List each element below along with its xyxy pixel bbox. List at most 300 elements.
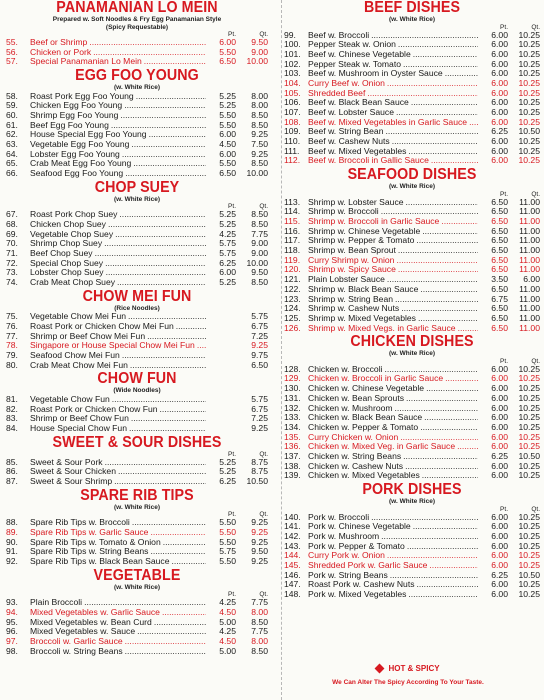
item-name: Spare Rib Tips w. Garlic Sauce (30, 527, 149, 537)
item-name: Spare Rib Tips w. Tomato & Onion (30, 537, 161, 547)
item-number: 131. (284, 392, 301, 403)
pint-price: 6.00 (478, 50, 508, 60)
menu-item (6, 312, 268, 322)
menu-item (284, 324, 540, 334)
item-name: Lobster Egg Foo Young (30, 149, 120, 159)
quart-price: 11.00 (519, 245, 540, 256)
pint-price: 5.25 (206, 92, 236, 102)
item-number: 106. (284, 97, 301, 108)
menu-item (6, 557, 268, 567)
menu-item (6, 405, 268, 415)
item-number: 124. (284, 303, 301, 314)
item-name: Roast Pork or Chicken Chow Fun (30, 404, 158, 414)
item-name-cell (30, 637, 206, 647)
pint-price: 5.50 (206, 557, 236, 567)
quart-price: 9.00 (251, 248, 268, 258)
item-name: Shrimp w. Bean Sprout (308, 246, 396, 256)
item-name-cell (30, 210, 206, 220)
item-name-cell (30, 395, 206, 405)
item-name-cell (30, 249, 206, 259)
item-name-cell (30, 259, 206, 269)
quart-price: 10.25 (518, 392, 540, 403)
item-number: 107. (284, 107, 301, 117)
item-number: 143. (284, 540, 301, 551)
item-number: 78. (6, 340, 18, 351)
item-number: 141. (284, 521, 301, 532)
pint-price: 6.50 (206, 57, 236, 67)
price-header-spacer (6, 591, 206, 598)
item-name-cell (30, 92, 206, 102)
item-name-cell (308, 580, 478, 590)
item-name-cell (30, 322, 206, 332)
item-number: 121. (284, 274, 301, 285)
item-name-cell (308, 513, 478, 523)
item-number: 70. (6, 238, 18, 249)
item-number: 72. (6, 257, 18, 268)
pint-header: Pt. (500, 23, 508, 31)
item-name: Chicken w. Cashew Nuts (308, 461, 404, 471)
item-name: Lobster Chop Suey (30, 268, 104, 278)
section-subtitle: (w. White Rice) (389, 498, 435, 505)
quart-price: 7.75 (251, 626, 268, 637)
pint-price: 5.50 (206, 538, 236, 548)
quart-price: 10.25 (518, 431, 540, 442)
item-name: Shrimp w. Pepper & Tomato (308, 236, 415, 246)
quart-price: 8.50 (251, 616, 268, 627)
item-name-cell (308, 285, 478, 295)
item-name: Beef w. Chinese Vegetable (308, 49, 411, 59)
pint-price: 6.50 (478, 198, 508, 208)
section-chicken-dishes (284, 334, 540, 481)
quart-price: 10.00 (246, 257, 268, 268)
item-name-cell (308, 413, 478, 423)
pint-price: 6.00 (206, 130, 236, 140)
item-number: 84. (6, 422, 18, 433)
item-name: House Special Chow Fun (30, 423, 127, 433)
quart-price: 11.00 (519, 312, 540, 323)
item-name: Beef w. Broccoli (308, 30, 370, 40)
section-title: BEEF DISHES (363, 0, 461, 16)
section-egg-foo-young (6, 68, 268, 179)
item-name-cell (308, 551, 478, 561)
item-number: 88. (6, 517, 18, 528)
pint-price: 6.50 (478, 304, 508, 314)
item-number: 94. (6, 606, 18, 617)
hot-spicy-label: HOT & SPICY (388, 664, 440, 673)
pint-price: 6.00 (478, 590, 508, 600)
item-name-cell (308, 542, 478, 552)
section-subtitle: Prepared w. Soft Noodles & Fry Egg Panamanian Style (52, 16, 222, 23)
item-name-cell (30, 278, 206, 288)
item-name-cell (30, 159, 206, 169)
item-name: Special Panamanian Lo Mein (30, 57, 142, 67)
menu-item (6, 278, 268, 288)
item-name-cell (30, 477, 206, 487)
quart-price: 6.50 (251, 359, 268, 370)
quart-price: 9.25 (251, 148, 268, 159)
item-number: 68. (6, 218, 18, 229)
item-number: 123. (284, 293, 301, 304)
item-name-cell (308, 60, 478, 70)
item-number: 120. (284, 264, 301, 275)
item-number: 82. (6, 403, 18, 414)
item-number: 69. (6, 228, 18, 239)
item-name: Chicken w. Broccoli in Garlic Sauce (308, 374, 444, 384)
item-name-cell (308, 156, 478, 166)
item-name: Shrimp w. String Bean (308, 294, 394, 304)
pint-price: 6.50 (206, 169, 236, 179)
pint-price: 6.00 (206, 268, 236, 278)
quart-header: Qt. (259, 511, 268, 519)
pint-price: 6.00 (206, 38, 236, 48)
item-name: Mixed Vegetables w. Garlic Sauce (30, 607, 160, 617)
quart-price: 11.00 (519, 254, 540, 265)
item-name: Vegetable Chow Mei Fun (30, 312, 127, 322)
item-name-cell (308, 31, 478, 41)
section-subtitle: (w. White Rice) (114, 583, 160, 591)
menu-item (6, 395, 268, 405)
quart-price: 10.25 (518, 470, 540, 481)
pint-price: 6.00 (206, 150, 236, 160)
item-number: 87. (6, 476, 18, 486)
quart-price: 10.50 (518, 450, 540, 461)
item-name: Roast Pork w. Cashew Nuts (308, 580, 415, 590)
price-header-spacer (284, 24, 478, 31)
pint-header: Pt. (500, 190, 508, 198)
quart-price: 8.50 (251, 277, 268, 288)
item-name-cell (308, 207, 478, 217)
quart-price: 10.25 (518, 511, 540, 522)
pint-price: 5.25 (206, 467, 236, 477)
quart-price: 8.50 (251, 158, 268, 169)
item-name-cell (308, 147, 478, 157)
item-number: 126. (284, 322, 301, 333)
pint-price: 6.25 (478, 127, 508, 137)
item-number: 135. (284, 431, 301, 442)
item-number: 80. (6, 359, 18, 370)
item-name-cell (30, 405, 206, 415)
section-vegetable (6, 568, 268, 657)
quart-price: 11.00 (519, 283, 540, 294)
item-name-cell (30, 312, 206, 322)
item-number: 115. (284, 216, 301, 226)
section-chop-suey (6, 180, 268, 288)
quart-price: 10.25 (518, 136, 540, 147)
item-name-cell (30, 557, 206, 567)
item-name-cell (308, 89, 478, 99)
item-name: Pork w. Chinese Vegetable (308, 522, 411, 532)
item-number: 81. (6, 393, 18, 404)
item-name-cell (308, 304, 478, 314)
item-number: 110. (284, 136, 301, 147)
section-title: CHICKEN DISHES (350, 333, 474, 351)
item-name: Shrimp w. Mixed Vegs. in Garlic Sauce (308, 323, 456, 333)
item-name-cell (30, 130, 206, 140)
pint-price: 5.50 (206, 111, 236, 121)
pint-price: 5.25 (206, 220, 236, 230)
section-panamanian-lo-mein (6, 0, 268, 67)
quart-price: 11.00 (519, 322, 540, 333)
quart-price: 8.00 (251, 635, 268, 646)
quart-price: 7.75 (251, 597, 268, 608)
item-name: Sweet & Sour Shrimp (30, 477, 113, 486)
price-header-spacer (6, 451, 206, 458)
item-name-cell (30, 351, 206, 361)
item-name: Chicken w. String Beans (308, 451, 402, 461)
item-number: 58. (6, 90, 18, 101)
item-name-cell (308, 314, 478, 324)
item-name-cell (308, 118, 478, 128)
pint-header: Pt. (228, 31, 236, 38)
pint-price: 5.50 (206, 121, 236, 131)
quart-price: 10.25 (518, 39, 540, 50)
item-number: 148. (284, 589, 301, 599)
item-name-cell (308, 590, 478, 600)
item-name: Crab Meat Egg Foo Young (30, 159, 132, 169)
item-name: Pepper Steak w. Tomato (308, 59, 401, 69)
item-number: 73. (6, 267, 18, 278)
item-name-cell (308, 265, 478, 275)
section-title: PORK DISHES (362, 481, 462, 498)
quart-price: 10.25 (518, 412, 540, 423)
menu-item (6, 341, 268, 351)
pint-header: Pt. (228, 591, 236, 599)
item-name-cell (30, 528, 206, 538)
item-name-cell (308, 394, 478, 404)
pint-price: 6.00 (478, 462, 508, 472)
quart-price: 10.25 (518, 107, 540, 117)
item-name-cell (30, 38, 206, 48)
quart-price: 10.50 (246, 476, 268, 486)
item-number: 92. (6, 555, 18, 566)
item-name-cell (30, 361, 206, 371)
pint-price: 5.25 (206, 458, 236, 468)
item-name: Pepper Steak w. Onion (308, 40, 396, 50)
item-number: 113. (284, 196, 301, 207)
quart-price: 9.25 (251, 129, 268, 140)
item-name-cell (30, 332, 206, 342)
item-number: 77. (6, 330, 18, 341)
menu-item (284, 156, 540, 166)
item-name: Roast Pork Chop Suey (30, 210, 118, 220)
pint-price: 6.00 (478, 404, 508, 414)
pint-price: 4.50 (206, 608, 236, 618)
item-name: Beef w. Mixed Vegetables (308, 146, 407, 156)
item-name-cell (308, 442, 478, 452)
item-name: Sweet & Sour Pork (30, 457, 103, 467)
quart-price: 5.75 (251, 393, 268, 404)
menu-item (6, 169, 268, 179)
pint-price: 6.25 (478, 571, 508, 581)
item-name: House Special Egg Foo Young (30, 130, 147, 140)
quart-price: 9.00 (251, 46, 268, 57)
item-name: Shrimp Egg Foo Young (30, 110, 119, 120)
item-name: Crab Meat Chow Mei Fun (30, 360, 128, 370)
item-name: Beef w. Broccoli in Gallic Sauce (308, 156, 429, 166)
quart-price: 11.00 (519, 216, 540, 226)
item-name-cell (308, 471, 478, 481)
quart-header: Qt. (531, 357, 540, 365)
item-number: 91. (6, 546, 18, 557)
item-name-cell (308, 561, 478, 571)
item-number: 103. (284, 68, 301, 79)
quart-header: Qt. (531, 505, 540, 513)
pint-price: 5.25 (206, 101, 236, 111)
pint-header: Pt. (500, 505, 508, 513)
item-name: Pork w. String Beans (308, 570, 388, 580)
menu-item (6, 332, 268, 342)
item-name-cell (308, 532, 478, 542)
pint-price: 6.00 (478, 433, 508, 443)
quart-price: 10.25 (518, 589, 540, 599)
item-name-cell (308, 69, 478, 79)
item-number: 119. (284, 254, 301, 265)
item-number: 74. (6, 277, 18, 288)
item-name: Shrimp w. Lobster Sauce (308, 197, 404, 207)
item-name: Pork w. Mushroom (308, 531, 380, 541)
item-name: Special Chop Suey (30, 258, 104, 268)
quart-price: 9.25 (251, 526, 268, 537)
section-subtitle: (w. White Rice) (389, 16, 435, 23)
quart-price: 10.25 (518, 579, 540, 590)
quart-price: 11.00 (519, 206, 540, 217)
item-name-cell (308, 137, 478, 147)
item-name-cell (30, 618, 206, 628)
item-name: Chicken w. Mushroom (308, 403, 393, 413)
item-name: Curry Pork w. Onion (308, 551, 385, 561)
quart-price: 10.25 (518, 421, 540, 432)
item-name-cell (30, 518, 206, 528)
section-subtitle: (w. White Rice) (389, 183, 435, 191)
item-number: 138. (284, 460, 301, 471)
item-name: Chicken w. Bean Sprouts (308, 393, 405, 403)
item-name: Mixed Vegetables w. Bean Curd (30, 617, 152, 627)
item-name: Spare Rib Tips w. String Beans (30, 547, 149, 557)
item-name-cell (308, 246, 478, 256)
pint-price: 5.50 (206, 48, 236, 58)
item-name-cell (308, 374, 478, 384)
quart-price: 9.25 (251, 555, 268, 566)
item-number: 125. (284, 312, 301, 323)
pint-price: 6.50 (478, 207, 508, 217)
quart-price: 9.50 (251, 546, 268, 557)
quart-price: 8.50 (251, 109, 268, 120)
menu-item (6, 351, 268, 361)
menu-item (284, 471, 540, 481)
pint-price: 5.50 (206, 518, 236, 528)
item-number: 55. (6, 37, 18, 47)
pint-header: Pt. (228, 511, 236, 519)
item-number: 59. (6, 100, 18, 111)
pint-price: 6.25 (478, 452, 508, 462)
item-number: 104. (284, 77, 301, 88)
quart-price: 8.75 (251, 466, 268, 477)
item-number: 132. (284, 402, 301, 413)
item-name: Crab Meat Chop Suey (30, 278, 116, 288)
item-name: Mixed Vegetables w. Sauce (30, 627, 136, 637)
item-name: Chicken w. Mixed Vegetables (308, 471, 420, 481)
item-name-cell (308, 522, 478, 532)
quart-price: 8.75 (251, 456, 268, 467)
item-name-cell (30, 48, 206, 58)
item-name-cell (30, 598, 206, 608)
item-name: Shrimp w. Chinese Vegetable (308, 226, 421, 236)
item-name: Beef w. Cashew Nuts (308, 137, 390, 147)
item-name: Beef Egg Foo Young (30, 120, 109, 130)
item-name: Chicken Egg Foo Young (30, 101, 123, 111)
item-number: 96. (6, 626, 18, 637)
item-number: 128. (284, 363, 301, 374)
pint-price: 6.00 (478, 374, 508, 384)
quart-header: Qt. (531, 190, 540, 198)
item-number: 97. (6, 635, 18, 646)
item-number: 60. (6, 109, 18, 120)
item-number: 147. (284, 579, 301, 590)
menu-item (6, 57, 268, 67)
quart-price: 7.25 (251, 330, 268, 341)
pint-price: 6.00 (478, 532, 508, 542)
item-number: 99. (284, 29, 296, 40)
menu-item (6, 414, 268, 424)
pint-price: 6.00 (478, 542, 508, 552)
quart-price: 11.00 (519, 196, 540, 207)
quart-price: 6.75 (251, 403, 268, 414)
item-number: 129. (284, 373, 301, 384)
section-subtitle: (w. White Rice) (114, 503, 160, 511)
pint-price: 6.00 (478, 471, 508, 481)
pint-price: 5.25 (206, 210, 236, 220)
item-name: Beef w. String Bean (308, 127, 384, 137)
item-name-cell (308, 324, 478, 334)
item-number: 95. (6, 616, 18, 627)
pint-price: 6.50 (478, 236, 508, 246)
quart-header: Qt. (531, 23, 540, 31)
item-name: Curry Beef w. Onion (308, 78, 385, 88)
item-number: 145. (284, 559, 301, 570)
quart-price: 10.25 (518, 540, 540, 551)
quart-price: 8.50 (251, 119, 268, 130)
quart-price: 9.25 (251, 340, 268, 351)
item-name: Chicken or Pork (30, 47, 92, 57)
pint-header: Pt. (500, 357, 508, 365)
item-name: Pork w. Mixed Vegetables (308, 590, 407, 599)
pint-price: 4.50 (206, 637, 236, 647)
pint-price: 6.00 (478, 60, 508, 70)
item-number: 98. (6, 645, 18, 656)
quart-price: 5.75 (251, 311, 268, 322)
section-title: CHOW MEI FUN (82, 287, 192, 305)
pint-price: 6.50 (478, 265, 508, 275)
quart-price: 10.25 (518, 550, 540, 561)
item-name: Shrimp w. Cashew Nuts (308, 304, 400, 314)
item-name-cell (30, 121, 206, 131)
item-name: Curry Chicken w. Onion (308, 432, 399, 442)
section-title: PANAMANIAN LO MEIN (56, 0, 218, 16)
item-number: 140. (284, 511, 301, 522)
pint-price: 4.25 (206, 598, 236, 608)
item-name-cell (30, 111, 206, 121)
item-number: 130. (284, 383, 301, 394)
quart-price: 10.25 (518, 402, 540, 413)
quart-price: 11.00 (519, 303, 540, 314)
item-name: Seafood Chow Mei Fun (30, 351, 120, 360)
pint-price: 6.50 (478, 314, 508, 324)
item-name-cell (308, 256, 478, 266)
menu-item (6, 647, 268, 657)
quart-price: 7.25 (251, 413, 268, 424)
item-name-cell (30, 230, 206, 240)
item-name-cell (30, 239, 206, 249)
